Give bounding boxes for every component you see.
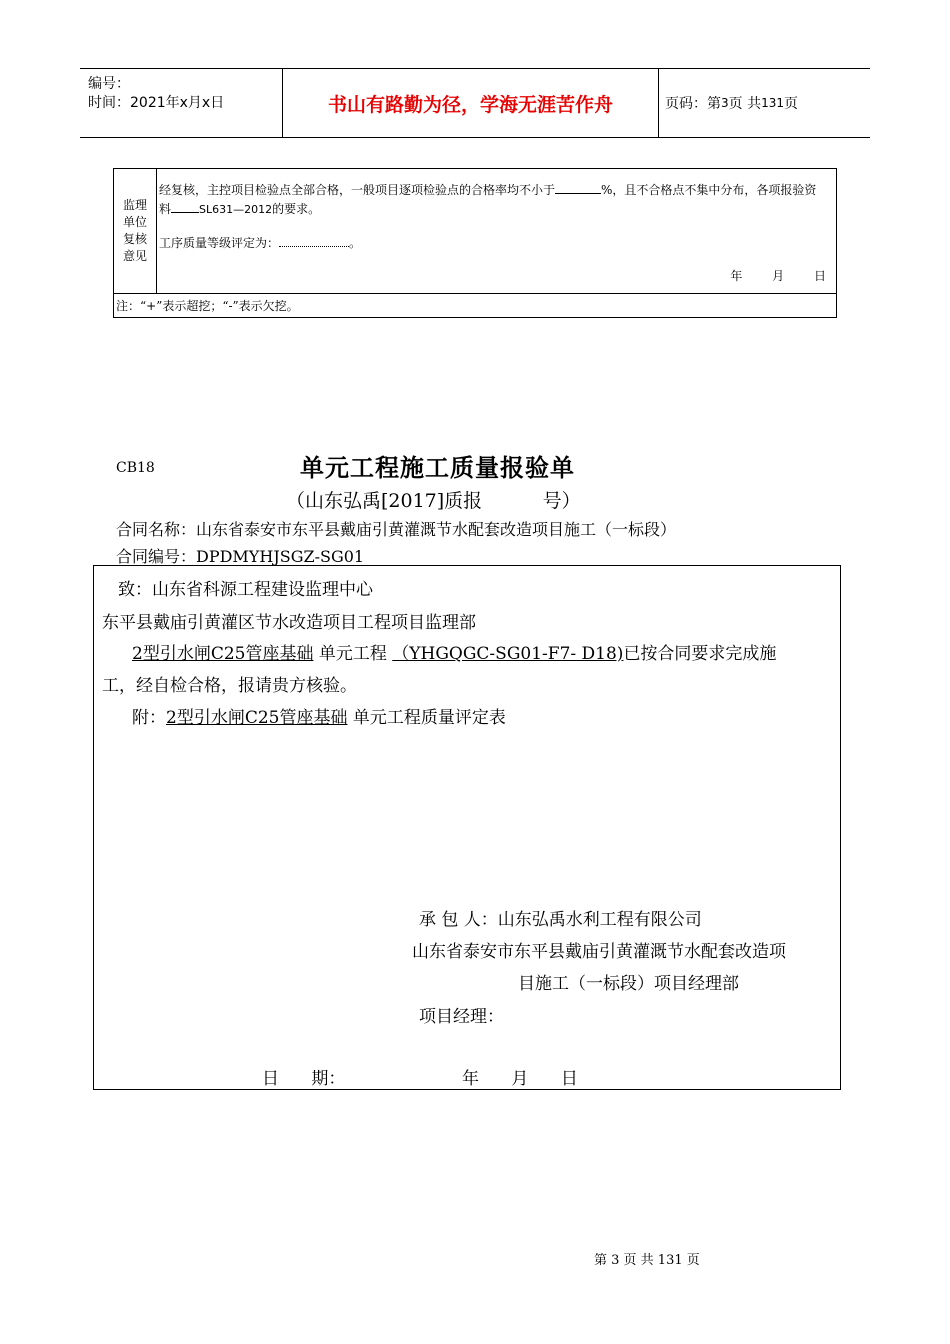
attachment-name: 2型引水闸C25管座基础 bbox=[166, 708, 348, 728]
code-label: 编号： bbox=[88, 76, 130, 92]
page-suffix: 页 bbox=[784, 96, 798, 112]
material-blank[interactable] bbox=[171, 200, 199, 213]
supervision-dept: 东平县戴庙引黄灌区节水改造项目工程项目监理部 bbox=[102, 613, 476, 633]
form-subtitle: （山东弘禹[2017]质报 号） bbox=[286, 490, 581, 512]
unit-name: 2型引水闸C25管座基础 bbox=[132, 644, 314, 664]
page-num: 3 bbox=[721, 96, 729, 110]
page-total: 131 bbox=[761, 96, 784, 110]
addressee: 致：山东省科源工程建设监理中心 bbox=[118, 580, 373, 600]
completed-text: 已按合同要求完成施 bbox=[623, 644, 777, 664]
page-indicator bbox=[659, 69, 870, 137]
unit-word: 单元工程 bbox=[318, 644, 387, 664]
project-manager: 项目经理： bbox=[419, 1007, 504, 1027]
report-box bbox=[93, 565, 841, 1090]
supervision-opinion bbox=[157, 169, 836, 293]
label-line: 意见 bbox=[122, 249, 147, 263]
label-line: 复核 bbox=[122, 232, 147, 246]
contractor: 承 包 人：山东弘禹水利工程有限公司 bbox=[419, 910, 702, 930]
rate-blank[interactable] bbox=[555, 181, 601, 194]
self-check-line: 工，经自检合格，报请贵方核验。 bbox=[102, 676, 357, 696]
page-prefix: 页码：第 bbox=[665, 96, 721, 112]
form-code: CB18 bbox=[116, 460, 155, 476]
date-ymd: 年 月 日 bbox=[462, 1069, 578, 1089]
review-date: 年 月 日 bbox=[730, 269, 826, 283]
header-meta bbox=[80, 69, 283, 137]
supervision-label bbox=[114, 169, 157, 293]
project-dept-line1: 山东省泰安市东平县戴庙引黄灌溉节水配套改造项 bbox=[412, 942, 786, 962]
grade-line: 工序质量等级评定为： 。 bbox=[159, 236, 362, 250]
supervision-table bbox=[113, 168, 837, 318]
form-title: 单元工程施工质量报验单 bbox=[300, 454, 575, 482]
grade-blank[interactable] bbox=[279, 234, 349, 247]
date-label: 时间：2021年x月x日 bbox=[88, 95, 225, 111]
unit-code: （YHGQGC-SG01-F7- D18) bbox=[392, 644, 624, 664]
note: 注：“+”表示超挖；“-”表示欠挖。 bbox=[114, 293, 836, 319]
motto: 书山有路勤为径，学海无涯苦作舟 bbox=[283, 69, 659, 137]
page-mid: 页 共 bbox=[728, 96, 762, 112]
label-line: 监理 bbox=[122, 198, 147, 212]
date-label: 日 期： bbox=[262, 1069, 346, 1089]
project-dept-line2: 目施工（一标段）项目经理部 bbox=[518, 974, 739, 994]
unit-statement bbox=[132, 639, 776, 664]
review-text: 经复核，主控项目检验点全部合格，一般项目逐项检验点的合格率均不小于 %，且不合格点不集中分布，各项报验资料 SL631—2012的要求。 bbox=[159, 183, 817, 216]
contract-name: 合同名称：山东省泰安市东平县戴庙引黄灌溉节水配套改造项目施工（一标段） bbox=[116, 520, 677, 539]
label-line: 单位 bbox=[122, 215, 147, 229]
page-footer: 第 3 页 共 131 页 bbox=[594, 1253, 700, 1268]
contract-number: 合同编号：DPDMYHJSGZ-SG01 bbox=[116, 547, 365, 566]
page-header bbox=[80, 68, 870, 138]
standard-code: SL631—2012 bbox=[199, 203, 273, 216]
attachment-line: 附：2型引水闸C25管座基础 单元工程质量评定表 bbox=[132, 708, 506, 728]
